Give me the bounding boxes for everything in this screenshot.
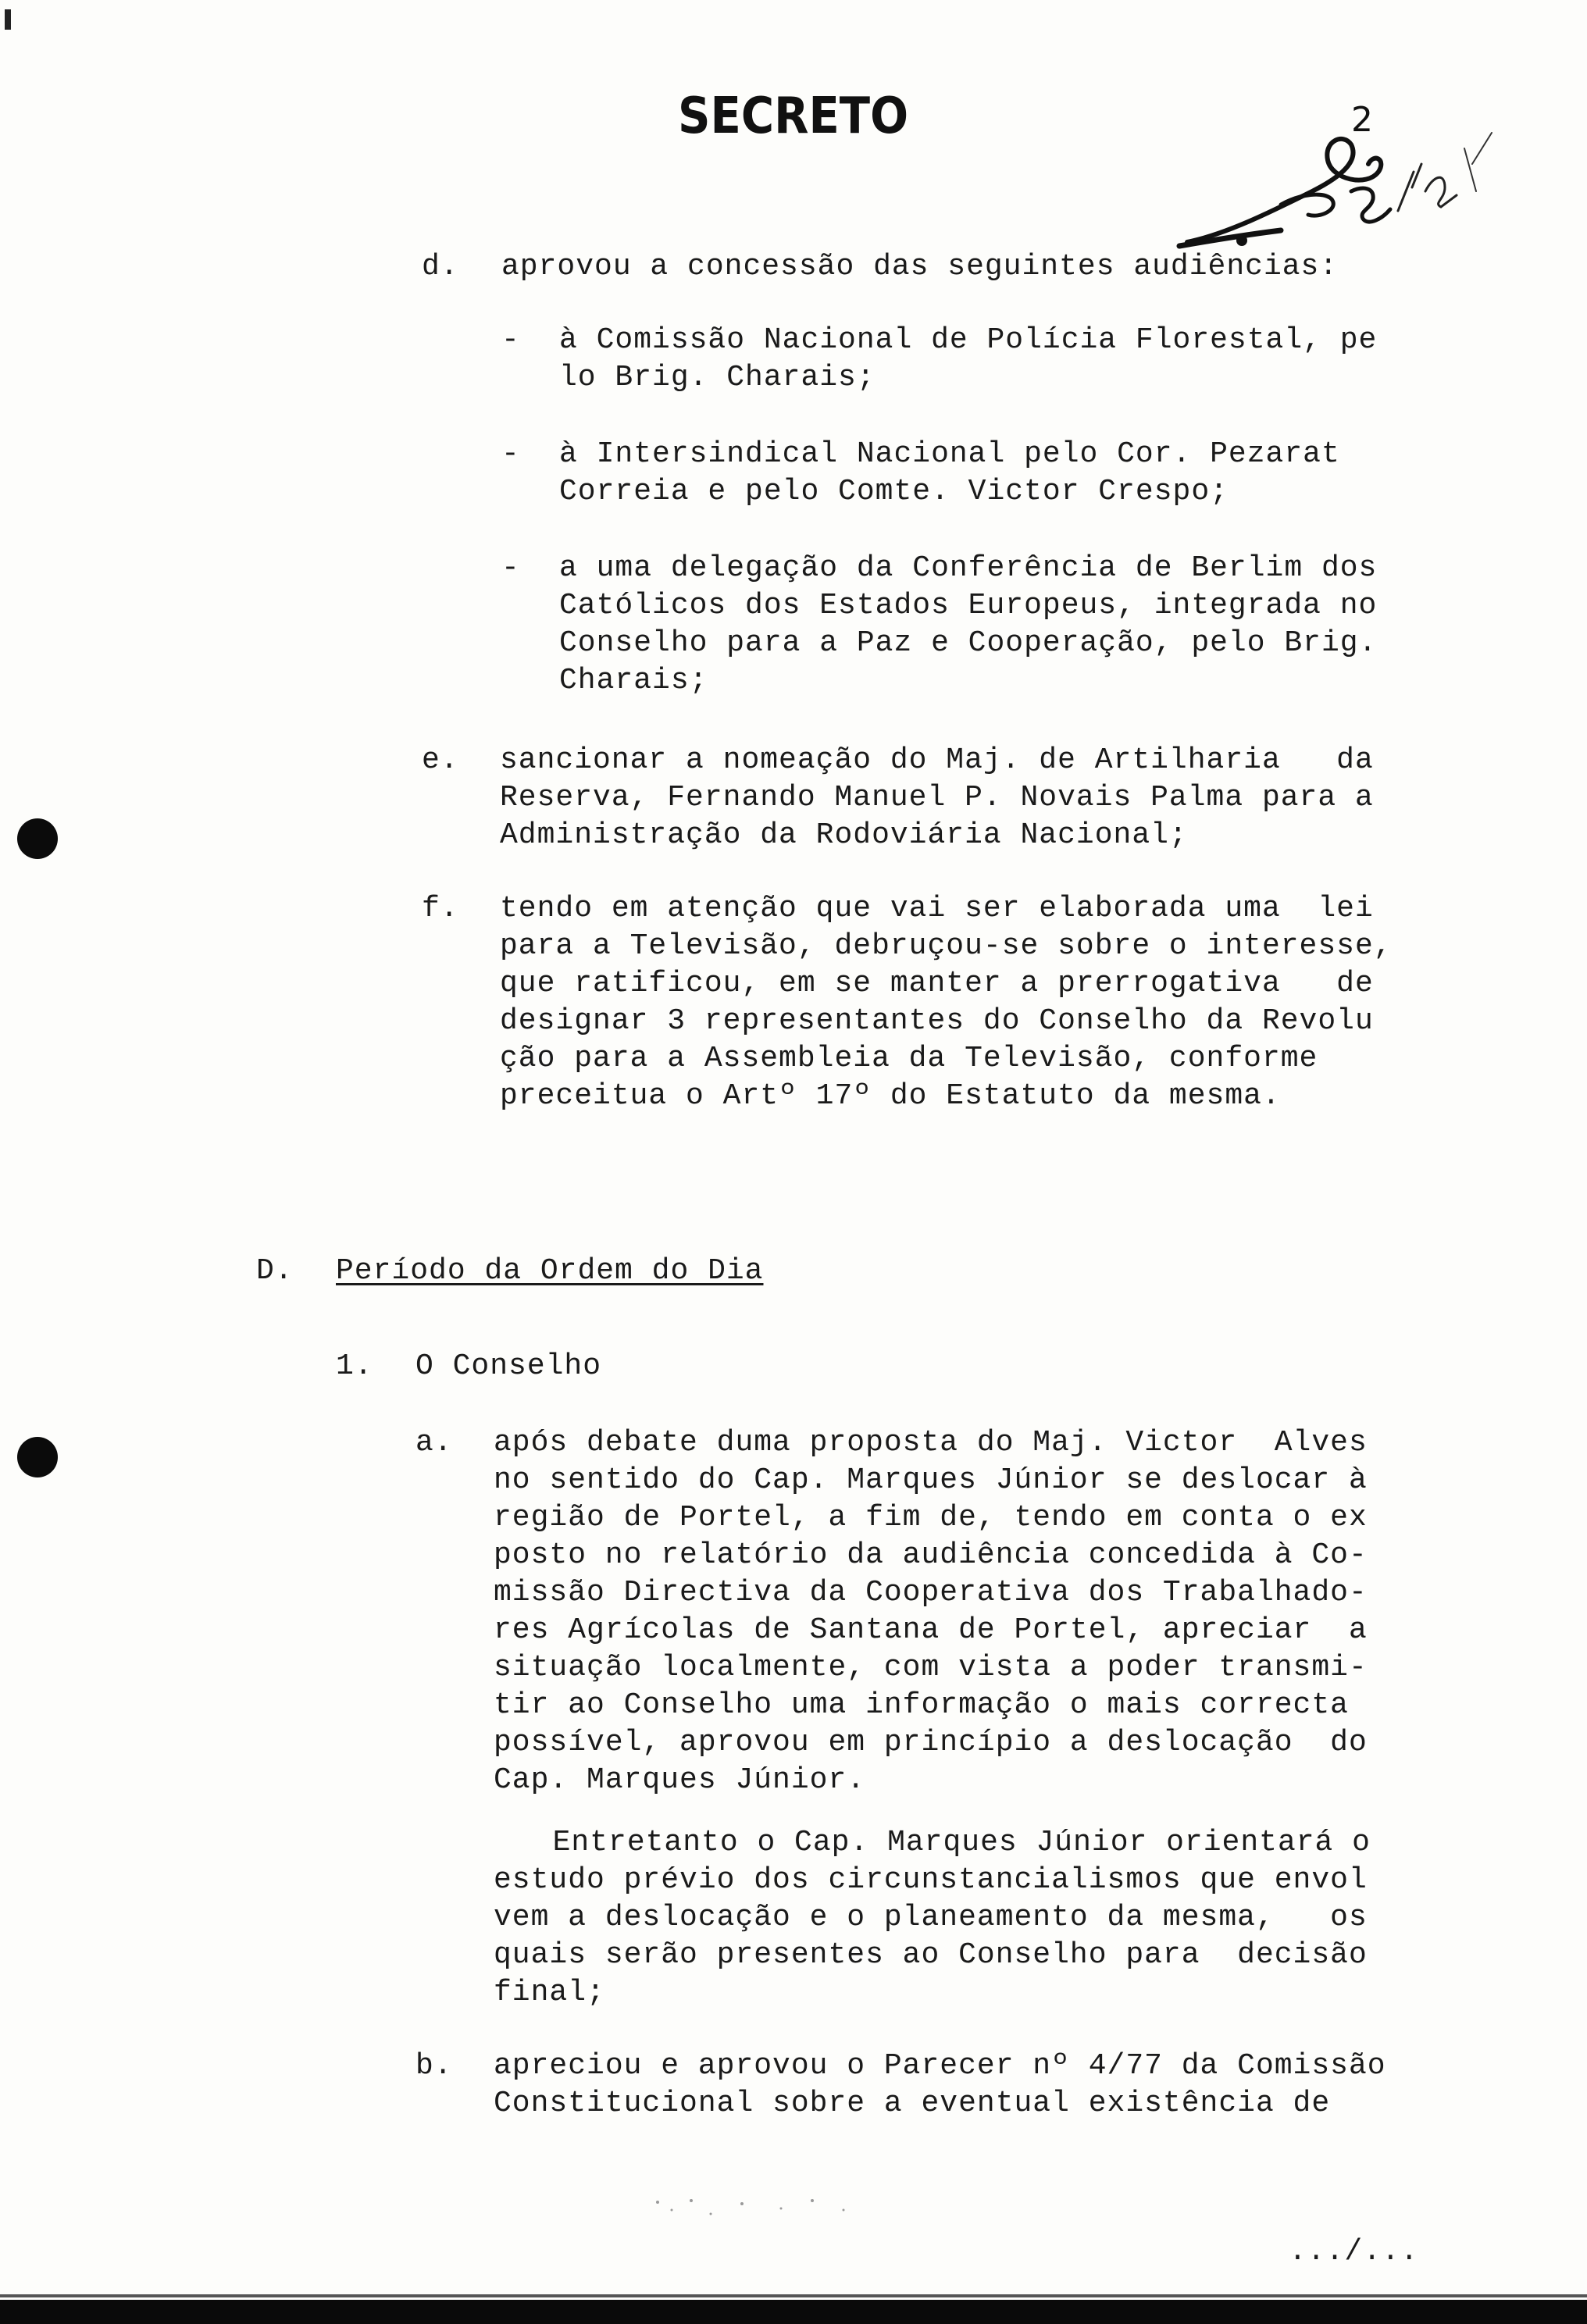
item-a-para2-line: vem a deslocação e o planeamento da mesma, os — [494, 1901, 1368, 1934]
punch-hole — [17, 1437, 58, 1477]
item-e-line: Reserva, Fernando Manuel P. Novais Palma para a — [500, 781, 1374, 814]
item-a-letter: a. — [415, 1426, 453, 1460]
item-a-line: possível, aprovou em princípio a deslocação do — [494, 1726, 1368, 1759]
item-a-line: após debate duma proposta do Maj. Victor Alves — [494, 1426, 1368, 1460]
item-a-line: situação localmente, com vista a poder transmi- — [494, 1651, 1368, 1684]
bullet-line: Conselho para a Paz e Cooperação, pelo Brig. — [559, 626, 1378, 660]
bullet-dash: - — [501, 437, 520, 471]
item-e-line: Administração da Rodoviária Nacional; — [500, 818, 1188, 852]
bullet-line: Charais; — [559, 664, 708, 697]
scan-noise — [648, 2187, 883, 2233]
bullet-dash: - — [501, 323, 520, 357]
bullet-line: à Comissão Nacional de Polícia Florestal, pe — [559, 323, 1378, 357]
item-a-line: no sentido do Cap. Marques Júnior se deslocar à — [494, 1463, 1368, 1497]
item-a-para2-line: Entretanto o Cap. Marques Júnior orientará o — [515, 1826, 1371, 1859]
bullet-line: Correia e pelo Comte. Victor Crespo; — [559, 475, 1229, 508]
item-d-letter: d. — [422, 250, 459, 283]
item-d-intro: aprovou a concessão das seguintes audiências: — [501, 250, 1339, 283]
item-b-line: Constitucional sobre a eventual existência de — [494, 2087, 1331, 2120]
continuation-mark: .../... — [1289, 2235, 1419, 2269]
item-a-line: Cap. Marques Júnior. — [494, 1763, 866, 1797]
classification-heading: SECRETO — [678, 87, 909, 145]
page-number: 2 — [1351, 100, 1373, 140]
item-f-line: para a Televisão, debruçou-se sobre o interesse, — [500, 929, 1393, 963]
item-f-line: designar 3 representantes do Conselho da Revolu — [500, 1004, 1374, 1038]
scan-edge — [0, 2300, 1587, 2324]
item-a-para2-line: quais serão presentes ao Conselho para decisão — [494, 1938, 1368, 1972]
scan-edge-line — [0, 2294, 1587, 2297]
item-f-line: preceitua o Artº 17º do Estatuto da mesma. — [500, 1079, 1281, 1113]
bullet-line: lo Brig. Charais; — [559, 361, 876, 394]
item-a-line: região de Portel, a fim de, tendo em conta o ex — [494, 1501, 1368, 1534]
margin-mark — [5, 9, 11, 30]
bullet-line: Católicos dos Estados Europeus, integrada no — [559, 589, 1378, 622]
item-e-letter: e. — [422, 743, 459, 777]
item-a-line: tir ao Conselho uma informação o mais correcta — [494, 1688, 1349, 1722]
point-1-title: O Conselho — [415, 1349, 602, 1383]
point-1-number: 1. — [336, 1349, 373, 1383]
item-e-line: sancionar a nomeação do Maj. de Artilharia da — [500, 743, 1374, 777]
item-f-line: que ratificou, em se manter a prerrogativa de — [500, 967, 1374, 1000]
item-a-para2-line: final; — [494, 1976, 605, 2009]
item-b-letter: b. — [415, 2049, 453, 2083]
section-d-title: Período da Ordem do Dia — [336, 1254, 764, 1288]
item-f-letter: f. — [422, 892, 459, 925]
bullet-line: a uma delegação da Conferência de Berlim dos — [559, 551, 1378, 585]
item-f-line: ção para a Assembleia da Televisão, conforme — [500, 1042, 1318, 1075]
bullet-line: à Intersindical Nacional pelo Cor. Pezarat — [559, 437, 1340, 471]
item-a-para2-line: estudo prévio dos circunstancialismos que envol — [494, 1863, 1368, 1897]
section-d-letter: D. — [256, 1254, 294, 1288]
item-f-line: tendo em atenção que vai ser elaborada uma lei — [500, 892, 1374, 925]
punch-hole — [17, 818, 58, 859]
item-a-line: res Agrícolas de Santana de Portel, apreciar a — [494, 1613, 1368, 1647]
item-a-line: posto no relatório da audiência concedida à Co- — [494, 1538, 1368, 1572]
item-b-line: apreciou e aprovou o Parecer nº 4/77 da Comissão — [494, 2049, 1386, 2083]
item-a-line: missão Directiva da Cooperativa dos Trabalhado- — [494, 1576, 1368, 1609]
bullet-dash: - — [501, 551, 520, 585]
